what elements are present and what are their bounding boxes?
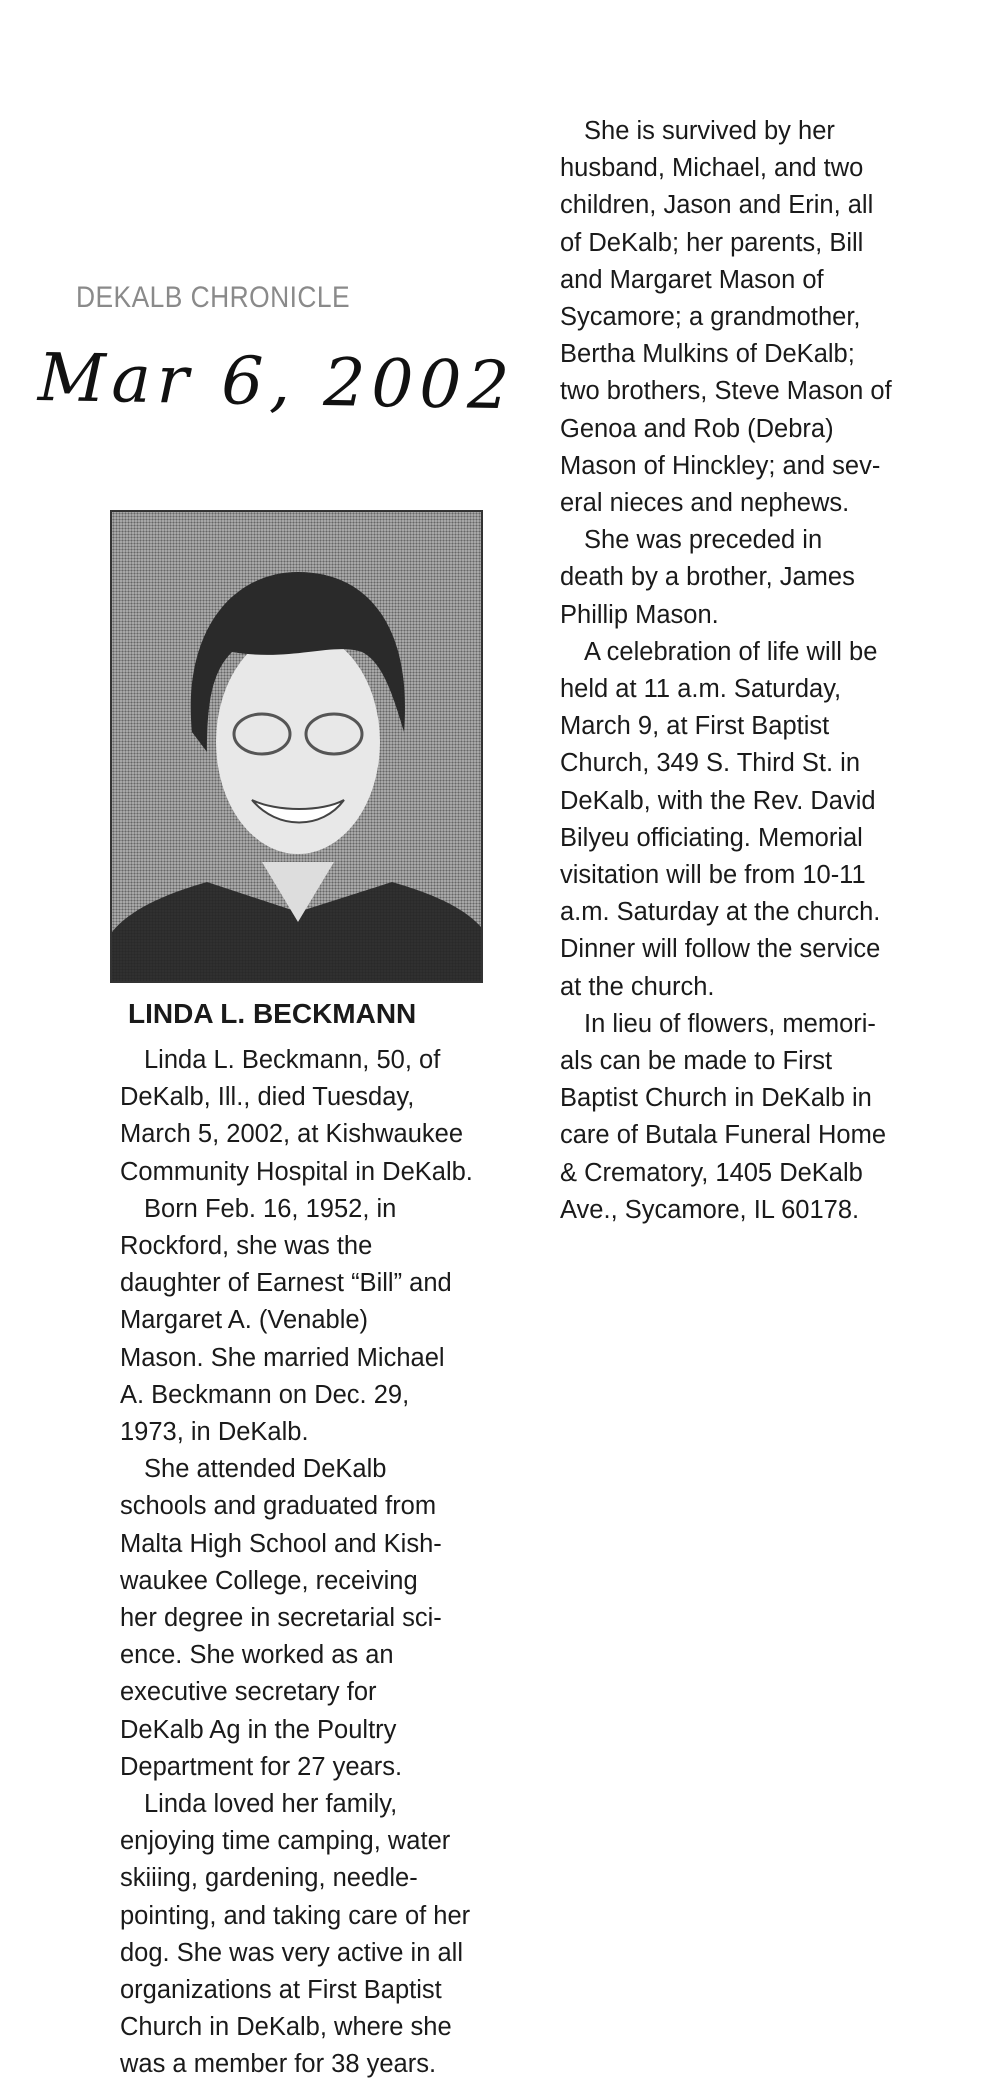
text-line: dog. She was very active in all: [120, 1938, 464, 1967]
obituary-right-column: [560, 113, 892, 1229]
text-line: at the church.: [560, 972, 715, 1001]
text-line: executive secretary for: [120, 1678, 377, 1707]
text-line: Church in DeKalb, where she: [120, 2013, 452, 2042]
text-line: She was preceded in: [584, 526, 823, 555]
text-line: Linda L. Beckmann, 50, of: [144, 1046, 441, 1074]
text-line: DeKalb, with the Rev. David: [560, 786, 876, 815]
text-line: waukee College, receiving: [120, 1566, 418, 1595]
text-line: Margaret A. (Venable): [120, 1306, 369, 1335]
text-line: Community Hospital in DeKalb.: [120, 1157, 473, 1186]
text-line: In lieu of flowers, memori-: [584, 1009, 876, 1038]
text-line: Mason of Hinckley; and sev-: [560, 451, 881, 480]
text-line: skiiing, gardening, needle-: [120, 1864, 418, 1893]
text-line: A celebration of life will be: [584, 637, 878, 666]
newspaper-stamp: DEKALB CHRONICLE: [76, 281, 351, 314]
text-line: Department for 27 years.: [120, 1752, 403, 1781]
text-line: March 9, at First Baptist: [560, 712, 830, 741]
text-line: of DeKalb; her parents, Bill: [560, 228, 864, 257]
text-line: She is survived by her: [584, 117, 835, 145]
text-line: her degree in secretarial sci-: [120, 1604, 442, 1633]
text-line: & Crematory, 1405 DeKalb: [560, 1158, 863, 1187]
text-line: daughter of Earnest “Bill” and: [120, 1269, 452, 1298]
text-line: Phillip Mason.: [560, 600, 719, 629]
text-line: als can be made to First: [560, 1047, 833, 1076]
text-line: death by a brother, James: [560, 563, 855, 592]
obituary-name: LINDA L. BECKMANN: [128, 998, 417, 1029]
text-line: March 5, 2002, at Kishwaukee: [120, 1120, 464, 1149]
text-line: care of Butala Funeral Home: [560, 1121, 886, 1150]
text-line: Malta High School and Kish-: [120, 1529, 442, 1558]
text-line: held at 11 a.m. Saturday,: [560, 675, 842, 704]
obituary-left-column: [120, 1042, 473, 2084]
text-line: Rockford, she was the: [120, 1232, 373, 1261]
text-line: children, Jason and Erin, all: [560, 191, 874, 220]
text-line: pointing, and taking care of her: [120, 1901, 471, 1930]
text-line: a.m. Saturday at the church.: [560, 898, 881, 927]
text-line: two brothers, Steve Mason of: [560, 377, 892, 406]
text-line: DeKalb Ag in the Poultry: [120, 1715, 397, 1744]
text-line: Church, 349 S. Third St. in: [560, 749, 861, 778]
text-line: Born Feb. 16, 1952, in: [144, 1194, 397, 1223]
text-line: and Margaret Mason of: [560, 265, 824, 294]
portrait-photo: [110, 510, 483, 983]
text-line: was a member for 38 years.: [120, 2050, 437, 2079]
text-line: Genoa and Rob (Debra): [560, 414, 834, 443]
text-line: schools and graduated from: [120, 1492, 437, 1521]
text-line: enjoying time camping, water: [120, 1827, 451, 1856]
text-line: Linda loved her family,: [144, 1790, 398, 1819]
text-line: She attended DeKalb: [144, 1455, 387, 1484]
text-line: A. Beckmann on Dec. 29,: [120, 1380, 410, 1409]
text-line: 1973, in DeKalb.: [120, 1418, 309, 1447]
handwritten-date: Mar 6, 2002: [37, 339, 516, 425]
text-line: visitation will be from 10-11: [560, 861, 866, 890]
text-line: DeKalb, Ill., died Tuesday,: [120, 1083, 415, 1112]
text-line: eral nieces and nephews.: [560, 489, 850, 518]
text-line: husband, Michael, and two: [560, 154, 864, 183]
text-line: Bilyeu officiating. Memorial: [560, 823, 863, 852]
text-line: Baptist Church in DeKalb in: [560, 1084, 872, 1113]
text-line: Mason. She married Michael: [120, 1343, 445, 1372]
text-line: Bertha Mulkins of DeKalb;: [560, 340, 855, 369]
text-line: Sycamore; a grandmother,: [560, 303, 861, 332]
text-line: ence. She worked as an: [120, 1641, 394, 1670]
text-line: Dinner will follow the service: [560, 935, 881, 964]
text-line: organizations at First Baptist: [120, 1976, 442, 2005]
text-line: Ave., Sycamore, IL 60178.: [560, 1195, 860, 1224]
